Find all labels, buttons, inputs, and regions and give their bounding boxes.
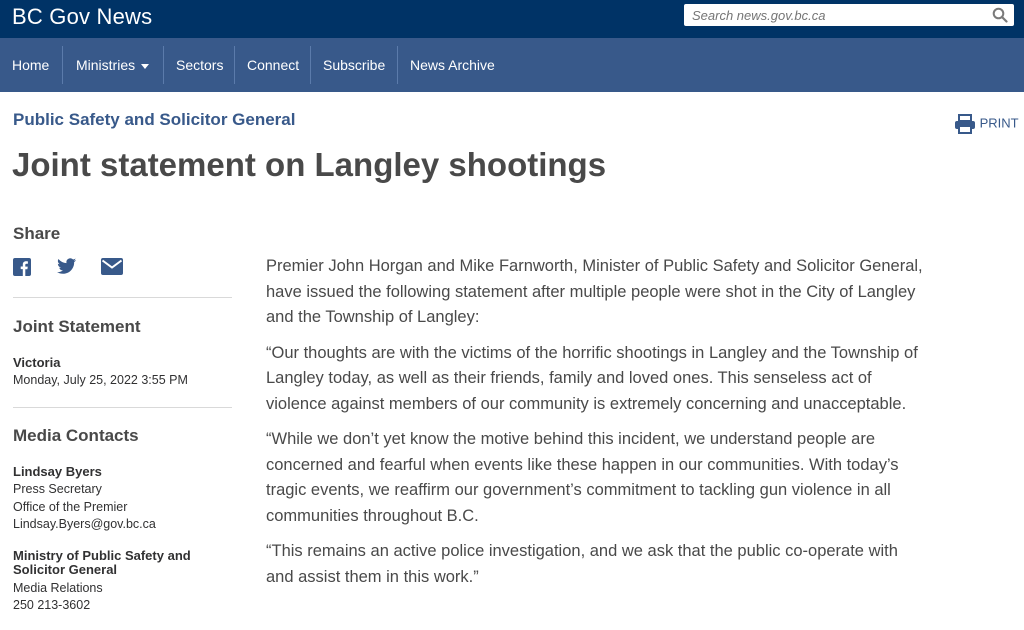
nav-sectors[interactable]: Sectors	[176, 57, 224, 73]
search-icon[interactable]	[992, 7, 1008, 23]
search-box[interactable]	[684, 4, 1014, 26]
contact-title: Press Secretary	[13, 482, 102, 496]
contact-org-line-1: Ministry of Public Safety and	[13, 548, 191, 563]
release-location: Victoria	[13, 355, 61, 370]
article-paragraph: Premier John Horgan and Mike Farnworth, Minister of Public Safety and Solicitor General, have issued the following statement after multiple people were shot in the City of Langley and the Township of Langley:	[266, 257, 923, 326]
main-nav	[0, 38, 1024, 92]
email-icon[interactable]	[101, 258, 123, 280]
nav-ministries-label: Ministries	[76, 57, 136, 73]
caret-down-icon	[141, 64, 149, 69]
twitter-icon[interactable]	[57, 258, 77, 280]
nav-ministries[interactable]	[64, 38, 161, 92]
nav-connect[interactable]: Connect	[247, 57, 300, 73]
contact-name: Lindsay Byers	[13, 464, 102, 479]
contact-org-line-2: Solicitor General	[13, 562, 118, 577]
nav-divider	[62, 46, 63, 84]
article-paragraph: “While we don’t yet know the motive behind this incident, we understand people are concerned and fearful when events like these happen in our communities. With today’s tragic events, we reaffirm our government’s commitment to tackling gun violence in all communities throughout B.C.	[266, 430, 899, 525]
article-paragraph: “Our thoughts are with the victims of the horrific shootings in Langley and the Township of Langley today, as well as their friends, family and loved ones. This senseless act of violence against members of our community is extremely concerning and unacceptable.	[266, 343, 918, 413]
ministry-link[interactable]: Public Safety and Solicitor General	[13, 110, 296, 129]
nav-home[interactable]: Home	[12, 57, 50, 73]
site-logo[interactable]: BC Gov News	[12, 4, 153, 29]
divider	[13, 297, 232, 298]
contact-email[interactable]: Lindsay.Byers@gov.bc.ca	[13, 517, 156, 531]
contact-phone: 250 213-3602	[13, 598, 91, 612]
divider	[13, 407, 232, 408]
share-heading: Share	[13, 224, 61, 243]
nav-subscribe[interactable]: Subscribe	[323, 57, 386, 73]
site-header	[0, 0, 1024, 38]
contact-department: Media Relations	[13, 581, 103, 595]
article-body	[266, 254, 926, 600]
contact-office: Office of the Premier	[13, 500, 128, 514]
print-label: PRINT	[979, 115, 1019, 131]
printer-icon	[954, 114, 976, 134]
facebook-icon[interactable]	[13, 258, 31, 281]
article-paragraph: “This remains an active police investigation, and we ask that the public co-operate with and assist them in this work.”	[266, 542, 898, 586]
release-type-heading: Joint Statement	[13, 317, 141, 336]
nav-news-archive[interactable]: News Archive	[410, 57, 495, 73]
media-contacts-heading: Media Contacts	[13, 426, 139, 445]
print-button[interactable]	[954, 114, 1019, 134]
search-input[interactable]	[692, 6, 972, 24]
release-datetime: Monday, July 25, 2022 3:55 PM	[13, 373, 188, 387]
page-title: Joint statement on Langley shootings	[12, 146, 607, 183]
